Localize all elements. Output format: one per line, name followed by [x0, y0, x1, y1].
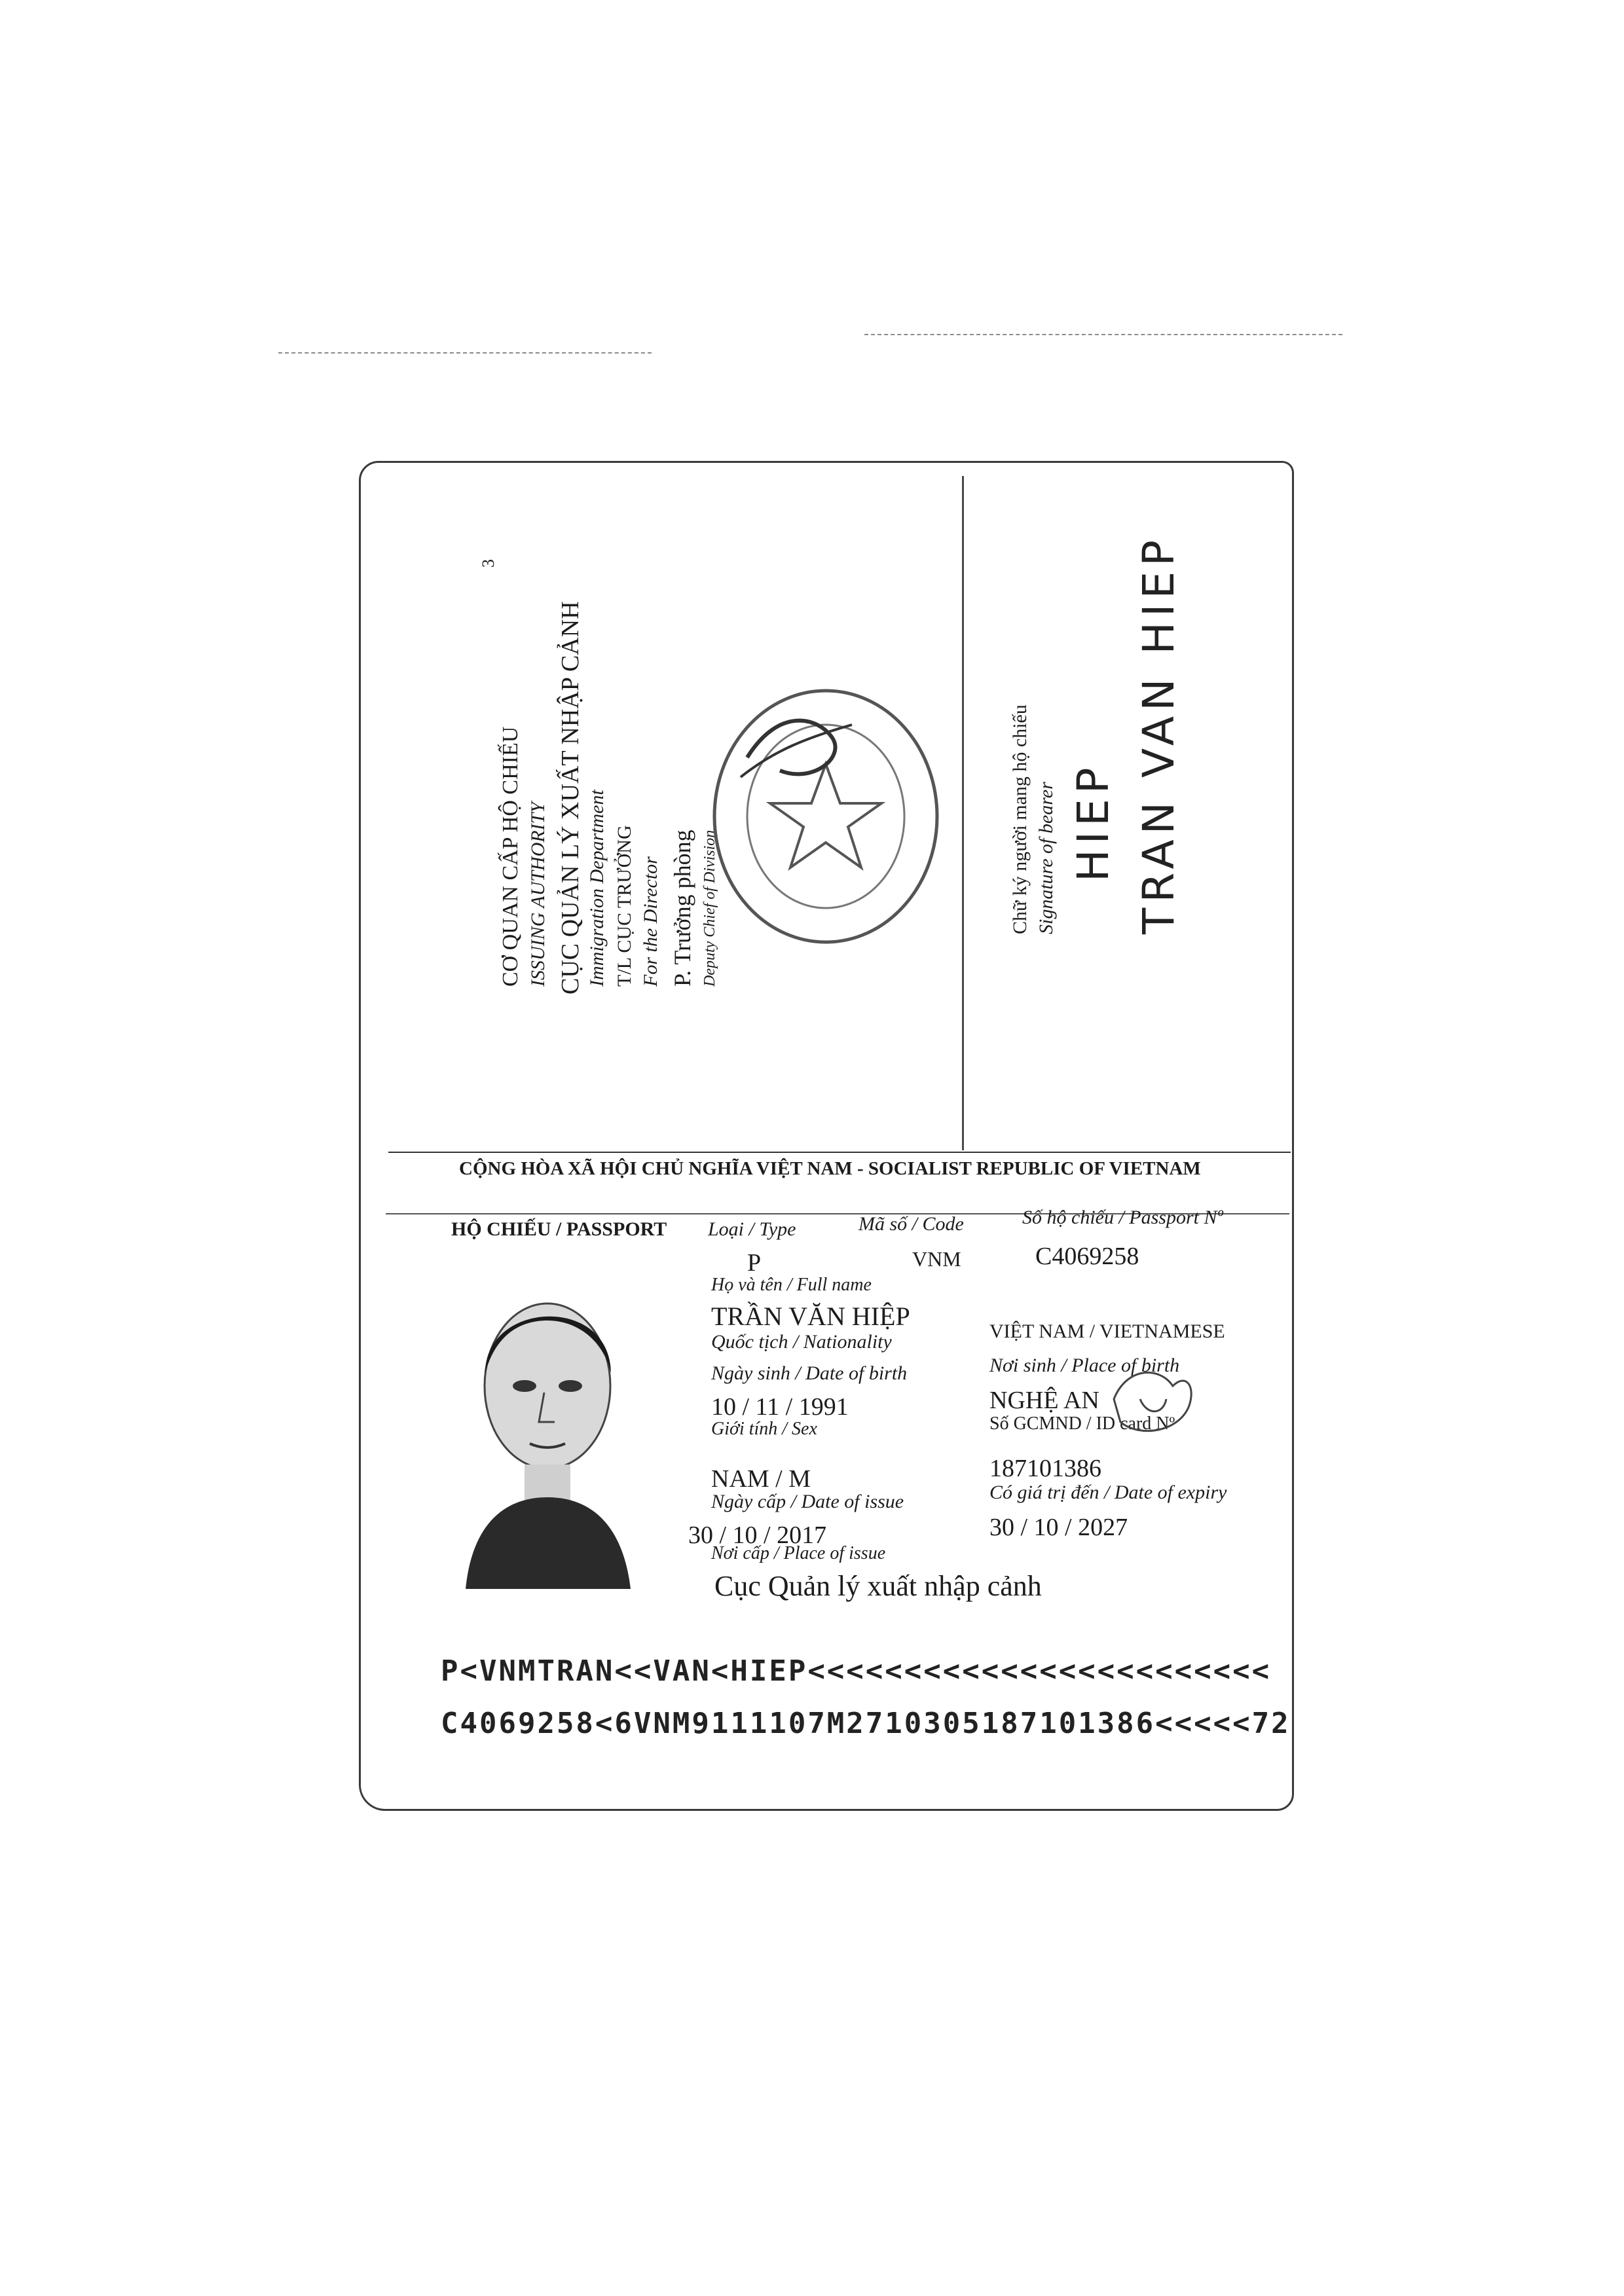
- type-label: Loại / Type: [708, 1218, 796, 1240]
- director-en: For the Director: [640, 856, 661, 987]
- place-issue-label: Nơi cấp / Place of issue: [711, 1543, 886, 1563]
- nationality-label: Quốc tịch / Nationality: [711, 1331, 892, 1353]
- expiry-label: Có giá trị đến / Date of expiry: [989, 1482, 1227, 1503]
- signature-label-en: Signature of bearer: [1035, 782, 1057, 934]
- passport-card: [359, 461, 1294, 1811]
- pob-label: Nơi sinh / Place of birth: [989, 1355, 1180, 1376]
- type-value: P: [747, 1249, 762, 1277]
- id-label: Số GCMND / ID card Nº: [989, 1413, 1175, 1434]
- full-name-value: TRẦN VĂN HIỆP: [711, 1302, 910, 1331]
- mrz-line-2: C4069258<6VNM9111107M2710305187101386<<<<<72: [441, 1707, 1291, 1740]
- issuing-authority-en: ISSUING AUTHORITY: [527, 802, 549, 987]
- code-value: VNM: [912, 1247, 961, 1271]
- mrz-line-1: P<VNMTRAN<<VAN<HIEP<<<<<<<<<<<<<<<<<<<<<<<<: [441, 1654, 1272, 1688]
- scan-line-left: [278, 352, 652, 354]
- full-name-label: Họ và tên / Full name: [711, 1275, 872, 1295]
- department-vi: CỤC QUẢN LÝ XUẤT NHẬP CẢNH: [557, 601, 584, 994]
- passport-no-label: Số hộ chiếu / Passport Nº: [1022, 1207, 1223, 1228]
- deputy-vi: P. Trưởng phòng: [669, 829, 695, 987]
- passport-no-value: C4069258: [1035, 1243, 1139, 1270]
- security-watermark: [1101, 1360, 1199, 1445]
- id-value: 187101386: [989, 1455, 1101, 1482]
- signature-hiep: HIEP: [1068, 762, 1118, 882]
- expiry-value: 30 / 10 / 2027: [989, 1514, 1128, 1541]
- page-fold-line: [388, 1152, 1291, 1153]
- dob-label: Ngày sinh / Date of birth: [711, 1362, 908, 1384]
- sex-value: NAM / M: [711, 1465, 811, 1493]
- nationality-value: VIỆT NAM / VIETNAMESE: [989, 1321, 1225, 1342]
- signature-label-vi: Chữ ký người mang hộ chiếu: [1009, 704, 1031, 934]
- signature-full-name: TRAN VAN HIEP: [1134, 534, 1184, 934]
- pob-value: NGHỆ AN: [989, 1387, 1099, 1414]
- dob-value: 10 / 11 / 1991: [711, 1393, 849, 1421]
- director-vi: T/L CỤC TRƯỞNG: [614, 825, 635, 987]
- sex-label: Giới tính / Sex: [711, 1419, 817, 1439]
- country-header: CỘNG HÒA XÃ HỘI CHỦ NGHĨA VIỆT NAM - SOCIALIST REPUBLIC OF VIETNAM: [459, 1158, 1201, 1179]
- code-label: Mã số / Code: [858, 1213, 964, 1235]
- official-stamp: [701, 679, 957, 954]
- page-number: 3: [479, 559, 498, 568]
- department-en: Immigration Department: [586, 790, 608, 987]
- scan-line-right: [864, 334, 1342, 335]
- issue-date-label: Ngày cấp / Date of issue: [711, 1491, 904, 1512]
- document-label: HỘ CHIẾU / PASSPORT: [451, 1218, 667, 1240]
- bearer-photo: [459, 1275, 636, 1589]
- place-issue-value: Cục Quản lý xuất nhập cảnh: [714, 1570, 1042, 1602]
- issuing-authority-vi: CƠ QUAN CẤP HỘ CHIẾU: [498, 726, 523, 987]
- deputy-en: Deputy Chief of Division: [701, 829, 718, 987]
- top-vertical-divider: [962, 476, 964, 1150]
- issue-date-value: 30 / 10 / 2017: [688, 1522, 827, 1549]
